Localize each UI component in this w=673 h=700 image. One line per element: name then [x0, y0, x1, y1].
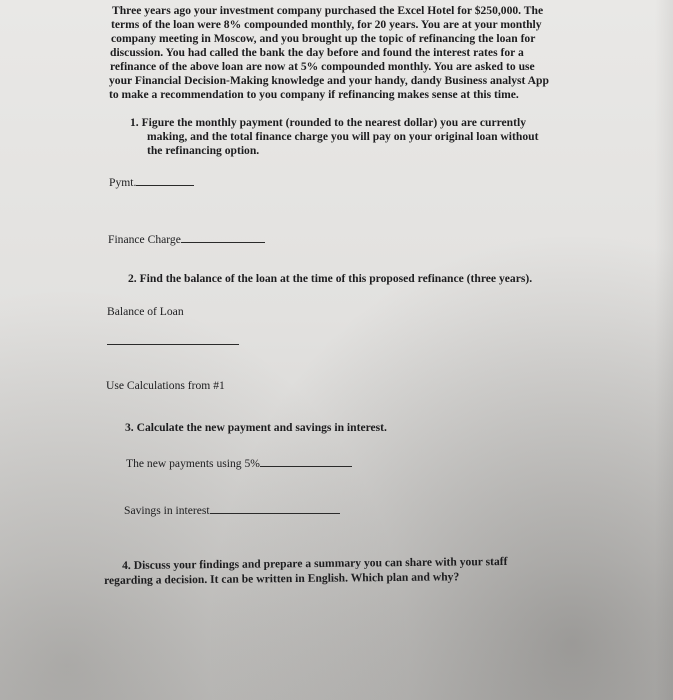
pymt-field [109, 175, 194, 190]
new-payment-label: The new payments using 5% [126, 457, 260, 470]
finance-charge-field [108, 232, 265, 247]
intro-line-5: refinance of the above loan are now at 5% compounded monthly. You are asked to use [110, 60, 535, 73]
q1-line-1: 1. Figure the monthly payment (rounded to the nearest dollar) you are currently [130, 116, 526, 129]
page-edge-shadow [655, 0, 673, 700]
new-payment-field [126, 456, 352, 471]
q1-line-3: the refinancing option. [147, 144, 260, 157]
balance-blank [107, 344, 239, 345]
q3-text: 3. Calculate the new payment and savings in interest. [125, 421, 387, 434]
q4-line-1: 4. Discuss your findings and prepare a summary you can share with your staff [122, 554, 508, 572]
finance-charge-label: Finance Charge [108, 233, 181, 246]
savings-field [124, 503, 340, 518]
new-payment-blank [260, 456, 352, 467]
savings-blank [210, 503, 340, 514]
intro-line-7: to make a recommendation to you company if refinancing makes sense at this time. [109, 88, 519, 101]
q1-line-2: making, and the total finance charge you will pay on your original loan without [147, 130, 539, 143]
savings-label: Savings in interest [124, 504, 210, 517]
intro-line-2: terms of the loan were 8% compounded monthly, for 20 years. You are at your monthly [111, 18, 542, 31]
intro-line-6: your Financial Decision-Making knowledge and your handy, dandy Business analyst App [109, 74, 549, 87]
intro-line-1: Three years ago your investment company purchased the Excel Hotel for $250,000. The [112, 4, 544, 17]
pymt-label: Pymt. [109, 176, 137, 189]
pymt-blank [136, 175, 194, 186]
finance-charge-blank [181, 232, 265, 243]
note-text: Use Calculations from #1 [106, 379, 225, 392]
q2-text: 2. Find the balance of the loan at the time of this proposed refinance (three years). [128, 272, 533, 285]
q4-line-2: regarding a decision. It can be written in English. Which plan and why? [104, 570, 460, 587]
balance-label: Balance of Loan [107, 305, 184, 318]
intro-line-3: company meeting in Moscow, and you brought up the topic of refinancing the loan for [111, 32, 536, 45]
intro-line-4: discussion. You had called the bank the day before and found the interest rates for a [110, 46, 524, 59]
